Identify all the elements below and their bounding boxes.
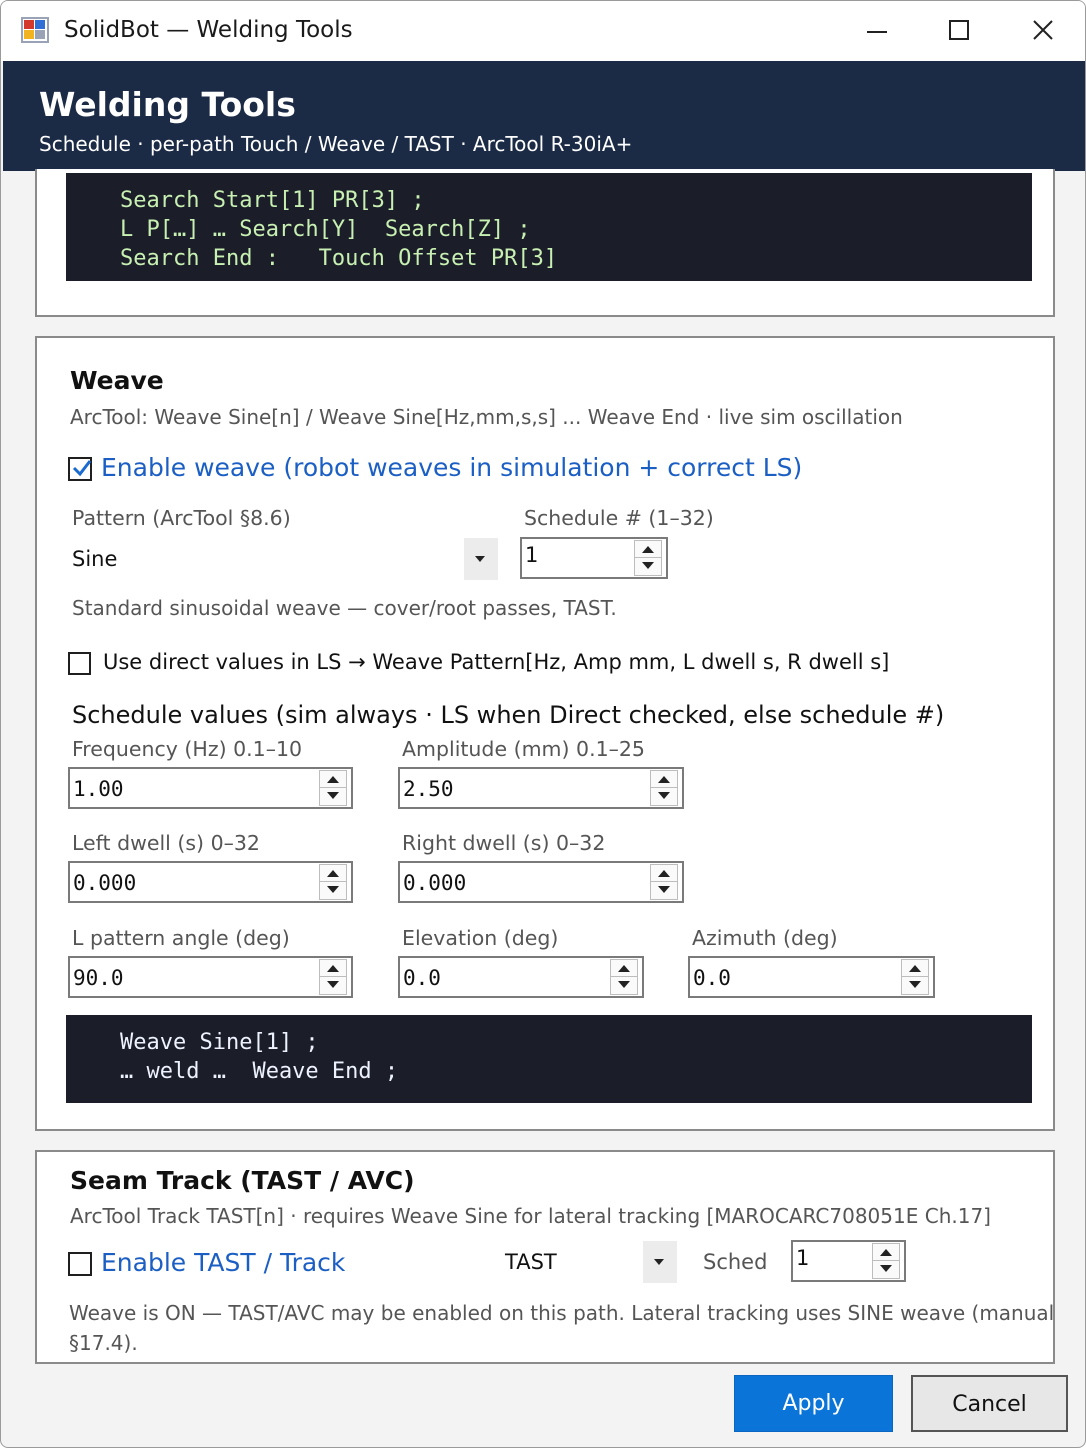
chevron-down-icon [475, 556, 485, 562]
azimuth-value: 0.0 [693, 966, 731, 990]
arrow-up-icon [658, 870, 670, 877]
title-bar [1, 1, 1086, 61]
increment-button[interactable] [320, 865, 346, 882]
pattern-value: Sine [72, 547, 118, 571]
page-header [3, 61, 1085, 171]
decrement-button[interactable] [635, 558, 661, 575]
arrow-down-icon [327, 981, 339, 988]
tast-mode-dropdown[interactable] [497, 1241, 677, 1283]
checkmark-icon [72, 458, 92, 478]
frequency-stepper[interactable] [68, 767, 353, 809]
decrement-button[interactable] [651, 882, 677, 899]
apply-button[interactable]: Apply [734, 1375, 893, 1432]
increment-button[interactable] [611, 960, 637, 977]
arrow-down-icon [909, 981, 921, 988]
frequency-value: 1.00 [73, 777, 124, 801]
left-dwell-label: Left dwell (s) 0–32 [72, 831, 260, 855]
page-subtitle: Schedule · per-path Touch / Weave / TAST · ArcTool R-30iA+ [39, 132, 633, 156]
amplitude-label: Amplitude (mm) 0.1–25 [402, 737, 645, 761]
schedule-values-heading: Schedule values (sim always · LS when Direct checked, else schedule #) [72, 701, 945, 729]
spin-buttons [634, 540, 662, 576]
arrow-up-icon [327, 965, 339, 972]
arrow-up-icon [880, 1249, 892, 1256]
dropdown-arrow[interactable] [464, 538, 498, 580]
arrow-up-icon [658, 776, 670, 783]
touch-code-block [66, 173, 1032, 281]
close-button[interactable] [1021, 13, 1065, 49]
schedule-number-stepper[interactable] [520, 537, 668, 579]
arrow-up-icon [618, 965, 630, 972]
sched-label: Sched [703, 1250, 768, 1274]
right-dwell-label: Right dwell (s) 0–32 [402, 831, 606, 855]
minimize-icon [867, 31, 887, 33]
spin-buttons [319, 864, 347, 900]
tast-sched-stepper[interactable] [791, 1240, 906, 1282]
seam-track-group [35, 1150, 1055, 1364]
increment-button[interactable] [320, 960, 346, 977]
weave-group [35, 336, 1055, 1131]
decrement-button[interactable] [320, 788, 346, 805]
weave-description: ArcTool: Weave Sine[n] / Weave Sine[Hz,mm,s,s] ... Weave End · live sim oscillation [70, 405, 903, 429]
elevation-label: Elevation (deg) [402, 926, 559, 950]
arrow-up-icon [909, 965, 921, 972]
increment-button[interactable] [635, 541, 661, 558]
azimuth-stepper[interactable] [688, 956, 935, 998]
right-dwell-stepper[interactable] [398, 861, 684, 903]
l-pattern-angle-stepper[interactable] [68, 956, 353, 998]
increment-button[interactable] [873, 1244, 899, 1261]
decrement-button[interactable] [902, 977, 928, 994]
code-line: Search Start[1] PR[3] ; [120, 188, 425, 213]
decrement-button[interactable] [320, 977, 346, 994]
app-icon [21, 17, 49, 43]
minimize-button[interactable] [855, 13, 899, 49]
enable-weave-label[interactable]: Enable weave (robot weaves in simulation + correct LS) [101, 453, 803, 482]
increment-button[interactable] [651, 771, 677, 788]
spin-buttons [650, 770, 678, 806]
arrow-down-icon [642, 562, 654, 569]
seam-track-description: ArcTool Track TAST[n] · requires Weave Sine for lateral tracking [MAROCARC708051E Ch.17] [70, 1204, 991, 1228]
decrement-button[interactable] [611, 977, 637, 994]
l-pattern-angle-value: 90.0 [73, 966, 124, 990]
arrow-down-icon [327, 792, 339, 799]
arrow-down-icon [880, 1265, 892, 1272]
code-line: Search End : Touch Offset PR[3] [120, 246, 558, 271]
code-line: Weave Sine[1] ; [120, 1030, 319, 1055]
arrow-down-icon [327, 886, 339, 893]
arrow-down-icon [658, 886, 670, 893]
code-line: … weld … Weave End ; [120, 1059, 399, 1084]
left-dwell-stepper[interactable] [68, 861, 353, 903]
weave-code-block [66, 1015, 1032, 1103]
arrow-down-icon [618, 981, 630, 988]
tast-mode-value: TAST [505, 1250, 557, 1274]
chevron-down-icon [654, 1259, 664, 1265]
arrow-up-icon [327, 870, 339, 877]
arrow-up-icon [327, 776, 339, 783]
left-dwell-value: 0.000 [73, 871, 137, 895]
amplitude-stepper[interactable] [398, 767, 684, 809]
decrement-button[interactable] [651, 788, 677, 805]
pattern-label: Pattern (ArcTool §8.6) [72, 506, 291, 530]
spin-buttons [901, 959, 929, 995]
increment-button[interactable] [902, 960, 928, 977]
increment-button[interactable] [320, 771, 346, 788]
schedule-number-label: Schedule # (1–32) [524, 506, 714, 530]
seam-track-note: Weave is ON — TAST/AVC may be enabled on this path. Lateral tracking uses SINE weave (manual §17.4). [69, 1301, 1055, 1355]
seam-track-title: Seam Track (TAST / AVC) [70, 1166, 415, 1195]
spin-buttons [872, 1243, 900, 1279]
enable-weave-checkbox[interactable] [68, 457, 92, 481]
elevation-stepper[interactable] [398, 956, 644, 998]
weave-title: Weave [70, 366, 164, 395]
azimuth-label: Azimuth (deg) [692, 926, 838, 950]
enable-tast-checkbox[interactable] [68, 1252, 92, 1276]
increment-button[interactable] [651, 865, 677, 882]
page-title: Welding Tools [39, 85, 296, 124]
arrow-up-icon [642, 546, 654, 553]
dropdown-arrow[interactable] [643, 1241, 677, 1283]
tast-sched-value: 1 [796, 1246, 810, 1270]
schedule-number-value: 1 [525, 543, 539, 567]
decrement-button[interactable] [320, 882, 346, 899]
spin-buttons [319, 959, 347, 995]
right-dwell-value: 0.000 [403, 871, 467, 895]
pattern-note: Standard sinusoidal weave — cover/root passes, TAST. [72, 596, 617, 620]
arrow-down-icon [658, 792, 670, 799]
cancel-button[interactable]: Cancel [911, 1375, 1068, 1432]
maximize-button[interactable] [937, 13, 981, 49]
decrement-button[interactable] [873, 1261, 899, 1278]
direct-values-checkbox[interactable] [68, 652, 91, 675]
spin-buttons [319, 770, 347, 806]
pattern-dropdown[interactable] [72, 538, 500, 580]
code-line: L P[…] … Search[Y] Search[Z] ; [120, 217, 531, 242]
spin-buttons [610, 959, 638, 995]
close-icon [1031, 18, 1055, 42]
direct-values-label[interactable]: Use direct values in LS → Weave Pattern[Hz, Amp mm, L dwell s, R dwell s] [103, 650, 890, 674]
touch-group [35, 169, 1055, 317]
l-pattern-angle-label: L pattern angle (deg) [72, 926, 290, 950]
spin-buttons [650, 864, 678, 900]
amplitude-value: 2.50 [403, 777, 454, 801]
maximize-icon [949, 20, 969, 40]
frequency-label: Frequency (Hz) 0.1–10 [72, 737, 303, 761]
enable-tast-label[interactable]: Enable TAST / Track [101, 1248, 346, 1277]
elevation-value: 0.0 [403, 966, 441, 990]
window-title: SolidBot — Welding Tools [64, 17, 353, 43]
